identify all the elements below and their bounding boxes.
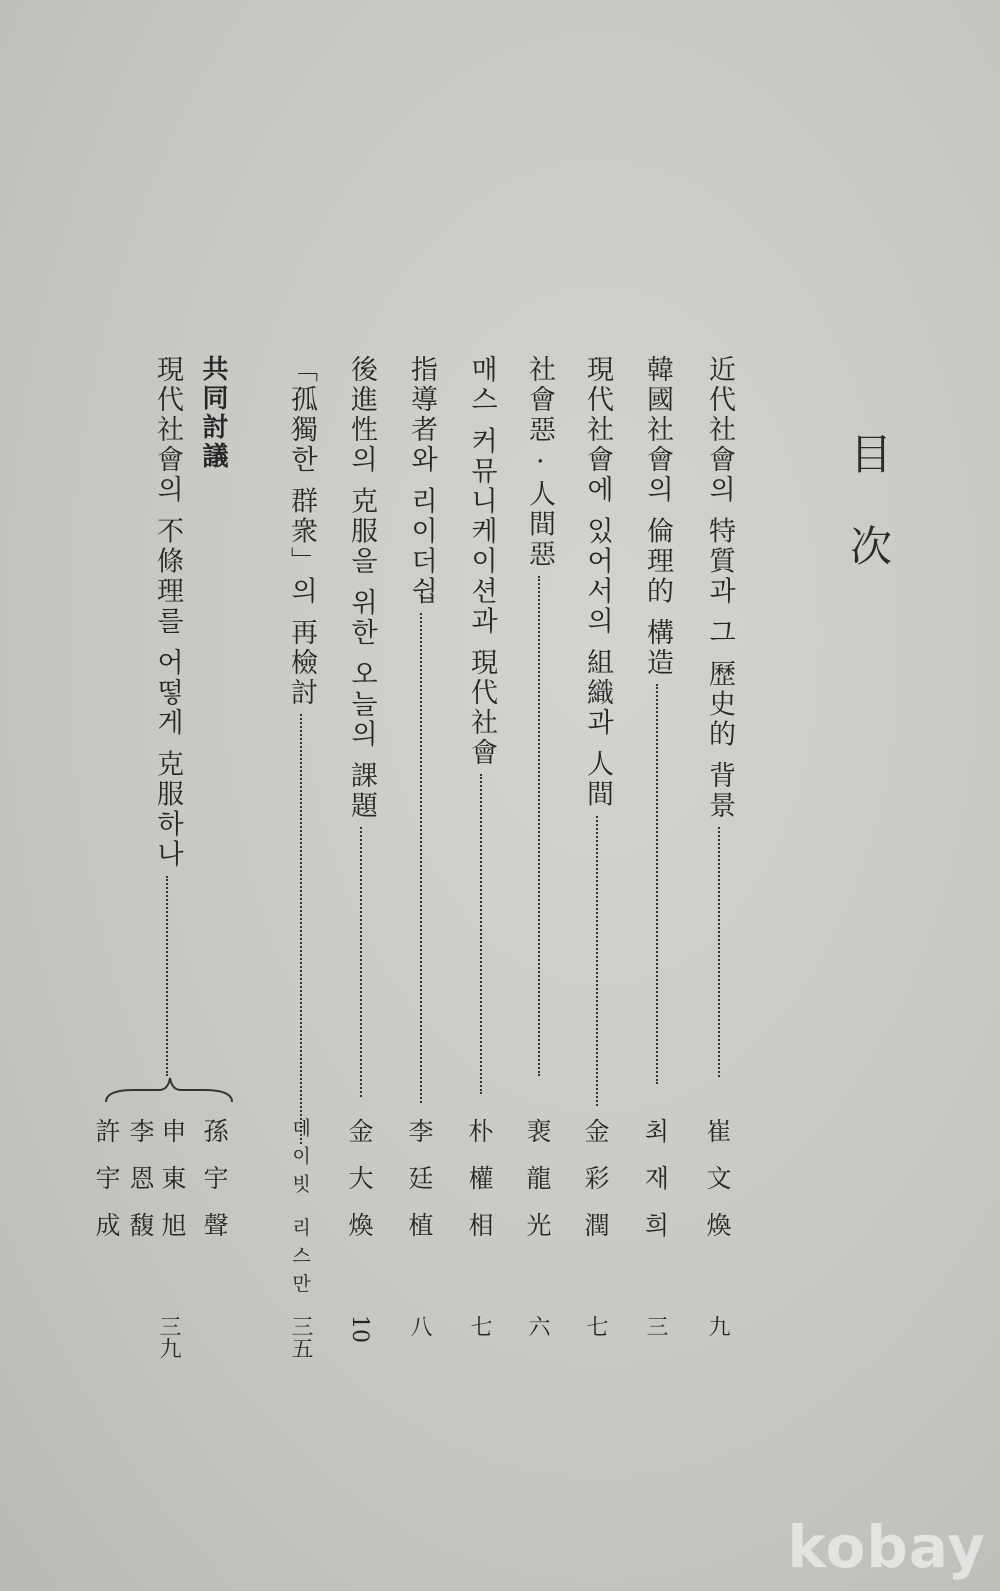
page-number-3: 七: [583, 1315, 608, 1337]
toc-entry-1: [696, 355, 742, 1083]
brace-mark: [104, 1076, 234, 1106]
toc-entry-2: [634, 355, 680, 1090]
entry-title: 近代社會의 特質과 그 歷史的 背景: [704, 355, 735, 822]
page-number-2: 三: [643, 1315, 668, 1337]
dot-leader: [420, 613, 422, 1103]
author-8: 데이빗 리스만: [289, 1118, 311, 1302]
toc-heading: 目次: [844, 432, 893, 616]
page-number-5: 七: [467, 1315, 492, 1337]
entry-title: 매스 커뮤니케이션과 現代社會: [466, 355, 497, 769]
page-number-6: 八: [407, 1315, 432, 1337]
dot-leader: [166, 876, 168, 1076]
author-6: 李廷植: [405, 1118, 434, 1259]
entry-title: 指導者와 리이더쉽: [406, 355, 437, 607]
toc-entry-8: [278, 355, 324, 1150]
participant-2: 申東旭: [158, 1118, 187, 1259]
toc-entry-6: [398, 355, 444, 1109]
author-3: 金彩潤: [581, 1118, 610, 1259]
dot-leader: [538, 576, 540, 1076]
toc-entry-3: [574, 355, 620, 1112]
author-7: 金大煥: [345, 1118, 374, 1259]
toc-entry-5: [458, 355, 504, 1100]
entry-title: 韓國社會의 倫理的 構造: [642, 355, 673, 679]
author-2: 최재희: [641, 1118, 670, 1259]
toc-entry-4: [516, 355, 562, 1082]
symposium-label: 共同討議: [198, 355, 228, 471]
entry-title: 現代社會의 不條理를 어떻게 克服하나: [152, 355, 183, 870]
entry-title: 現代社會에 있어서의 組織과 人間: [582, 355, 613, 810]
dot-leader: [300, 714, 302, 1144]
author-4: 裵龍光: [523, 1118, 552, 1259]
page-number-1: 九: [705, 1315, 730, 1337]
entry-title: 社會惡 · 人間惡: [524, 355, 555, 570]
dot-leader: [718, 827, 720, 1077]
participant-4: 許宇成: [92, 1118, 121, 1259]
dot-leader: [656, 684, 658, 1084]
page-number-8: 三五: [288, 1315, 313, 1359]
entry-title: 「孤獨한 群衆」의 再檢討: [286, 355, 317, 709]
page-number-7: 10: [347, 1315, 372, 1343]
dot-leader: [596, 816, 598, 1106]
toc-entry-7: [338, 355, 384, 1103]
symposium-page-number: 三九: [156, 1315, 181, 1359]
page-number-4: 六: [525, 1315, 550, 1337]
author-5: 朴權相: [465, 1118, 494, 1259]
watermark-logo: kobay: [787, 1513, 986, 1581]
symposium-entry: [144, 355, 190, 1082]
participant-1: 孫宇聲: [200, 1118, 229, 1259]
dot-leader: [360, 827, 362, 1097]
participant-3: 李恩馥: [126, 1118, 155, 1259]
author-1: 崔文煥: [703, 1118, 732, 1259]
entry-title: 後進性의 克服을 위한 오늘의 課題: [346, 355, 377, 822]
dot-leader: [480, 774, 482, 1094]
